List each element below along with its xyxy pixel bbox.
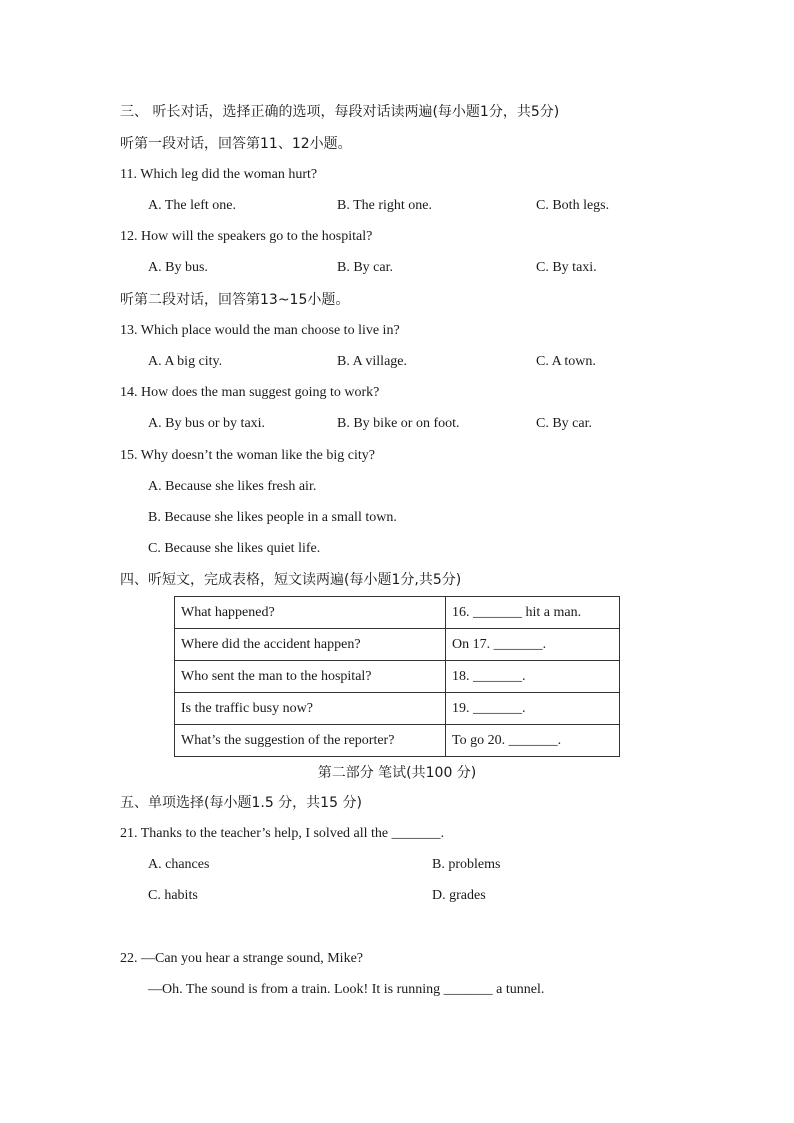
q15-option-b[interactable]: B. Because she likes people in a small town. <box>148 510 397 525</box>
table-answer-cell[interactable]: 18. _______. <box>446 661 620 693</box>
q22-line2: —Oh. The sound is from a train. Look! It is running _______ a tunnel. <box>148 982 545 997</box>
table-question-cell: What happened? <box>175 597 446 629</box>
q11-option-a[interactable]: A. The left one. <box>148 198 236 213</box>
q13-option-c[interactable]: C. A town. <box>536 354 596 369</box>
table-question-cell: Who sent the man to the hospital? <box>175 661 446 693</box>
q12-stem: 12. How will the speakers go to the hospital? <box>120 229 373 244</box>
q15-stem: 15. Why doesn’t the woman like the big city? <box>120 448 375 463</box>
dialog2-heading: 听第二段对话，回答第13~15小题。 <box>120 292 350 308</box>
q15-option-c[interactable]: C. Because she likes quiet life. <box>148 541 321 556</box>
q21-option-b[interactable]: B. problems <box>432 857 501 872</box>
table-row <box>175 629 620 661</box>
table-answer-cell[interactable]: 19. _______. <box>446 693 620 725</box>
q12-option-a[interactable]: A. By bus. <box>148 260 208 275</box>
q13-stem: 13. Which place would the man choose to live in? <box>120 323 400 338</box>
q11-stem: 11. Which leg did the woman hurt? <box>120 167 318 182</box>
q13-option-a[interactable]: A. A big city. <box>148 354 223 369</box>
table-answer-cell[interactable]: To go 20. _______. <box>446 725 620 757</box>
table-question-cell: What’s the suggestion of the reporter? <box>175 725 446 757</box>
table-row <box>175 725 620 757</box>
q11-option-c[interactable]: C. Both legs. <box>536 198 610 213</box>
q14-option-b[interactable]: B. By bike or on foot. <box>337 416 460 431</box>
q15-option-a[interactable]: A. Because she likes fresh air. <box>148 479 317 494</box>
q21-option-c[interactable]: C. habits <box>148 888 198 903</box>
section5-heading: 五、单项选择(每小题1.5 分，共15 分) <box>120 795 362 811</box>
q21-option-d[interactable]: D. grades <box>432 888 486 903</box>
table-answer-cell[interactable]: On 17. _______. <box>446 629 620 661</box>
dialog1-heading: 听第一段对话，回答第11、12小题。 <box>120 136 352 152</box>
q14-stem: 14. How does the man suggest going to work? <box>120 385 380 400</box>
q21-option-a[interactable]: A. chances <box>148 857 210 872</box>
q22-line1: 22. —Can you hear a strange sound, Mike? <box>120 951 363 966</box>
table-question-cell: Is the traffic busy now? <box>175 693 446 725</box>
section4-heading: 四、听短文，完成表格，短文读两遍(每小题1分,共5分) <box>120 572 462 588</box>
q13-option-b[interactable]: B. A village. <box>337 354 407 369</box>
table-row <box>175 693 620 725</box>
q12-option-c[interactable]: C. By taxi. <box>536 260 597 275</box>
q14-option-a[interactable]: A. By bus or by taxi. <box>148 416 266 431</box>
table-row <box>175 597 620 629</box>
section3-heading: 三、 听长对话，选择正确的选项，每段对话读两遍(每小题1分，共5分) <box>120 104 560 120</box>
q14-option-c[interactable]: C. By car. <box>536 416 592 431</box>
q12-option-b[interactable]: B. By car. <box>337 260 393 275</box>
part2-title: 第二部分 笔试(共100 分) <box>317 765 477 781</box>
table-row <box>175 661 620 693</box>
table-answer-cell[interactable]: 16. _______ hit a man. <box>446 597 620 629</box>
listening-table <box>174 596 620 757</box>
q11-option-b[interactable]: B. The right one. <box>337 198 433 213</box>
q21-stem: 21. Thanks to the teacher’s help, I solved all the _______. <box>120 826 445 841</box>
table-question-cell: Where did the accident happen? <box>175 629 446 661</box>
